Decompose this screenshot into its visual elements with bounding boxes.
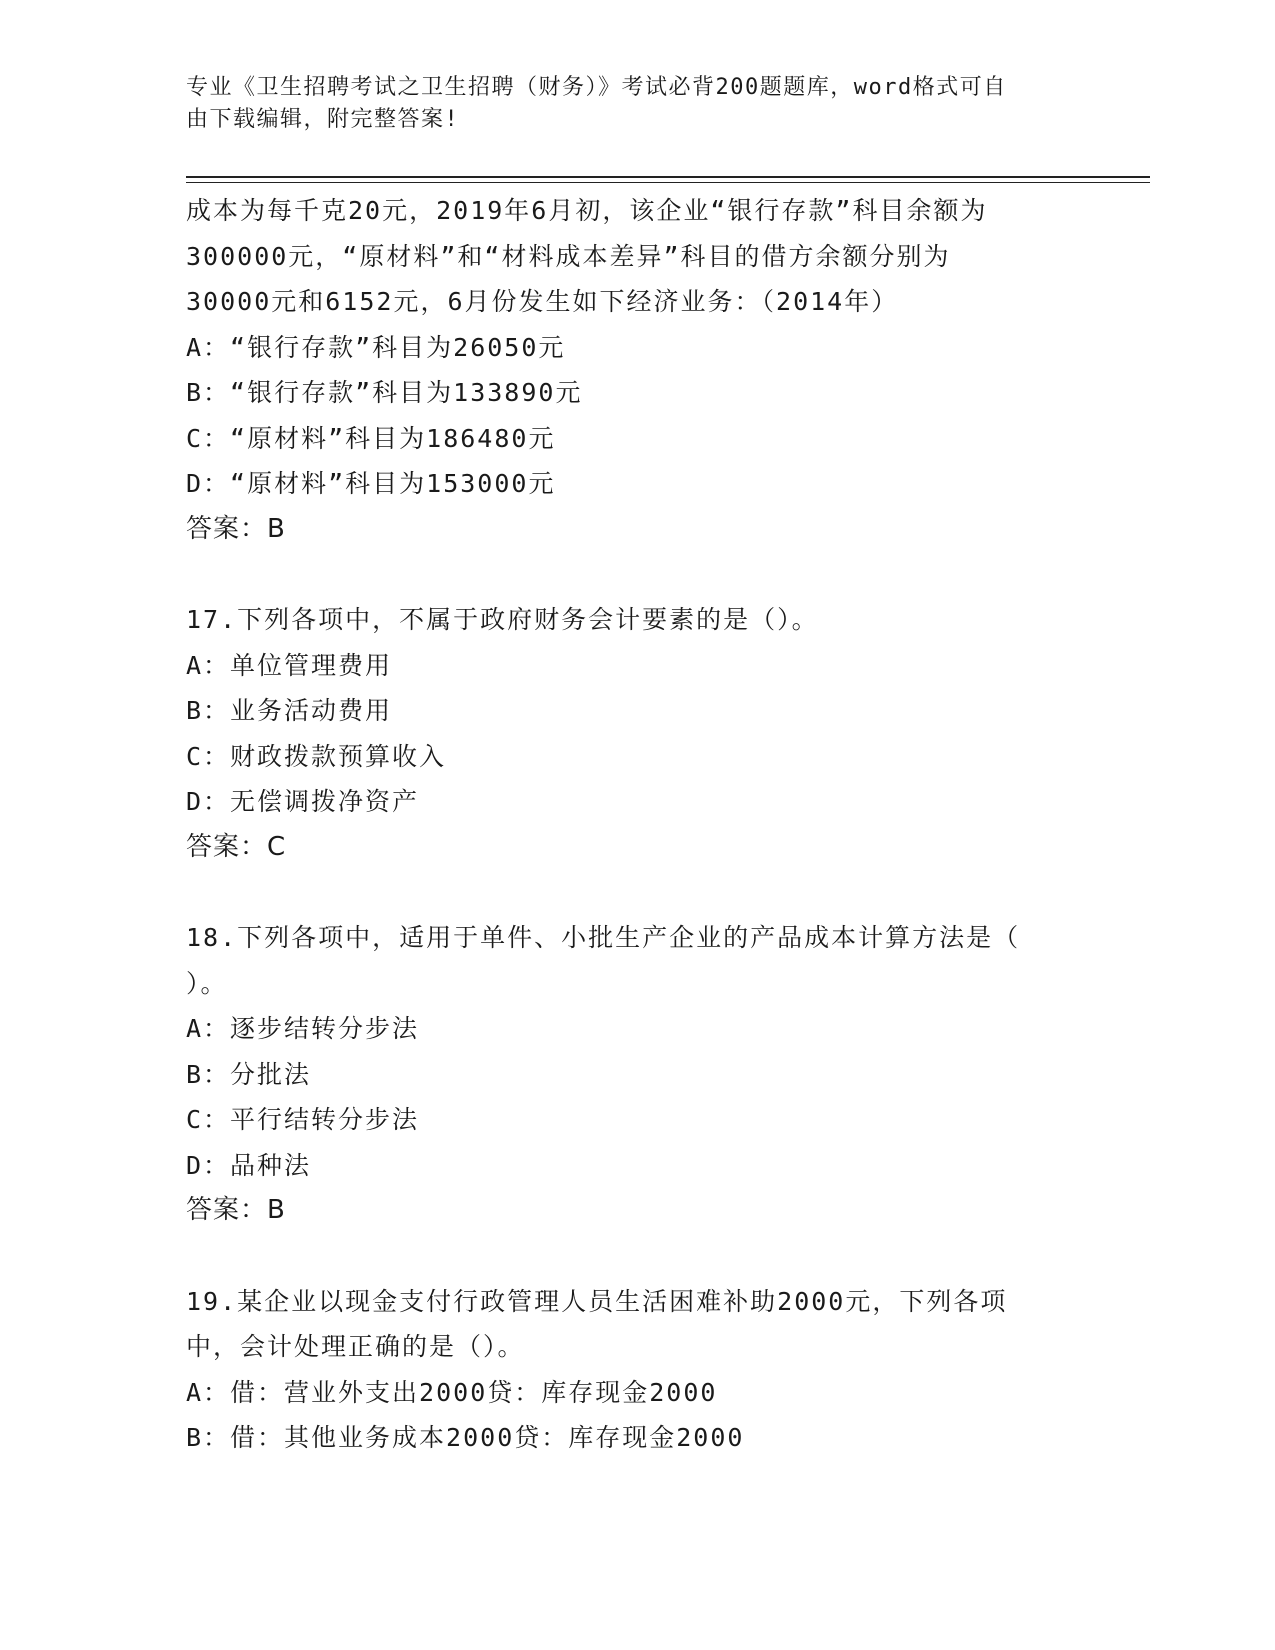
option-c: C：“原材料”科目为186480元 xyxy=(186,423,556,453)
option-b: B：“银行存款”科目为133890元 xyxy=(186,378,583,407)
option-b: B：业务活动费用 xyxy=(186,696,393,725)
header-divider-thick xyxy=(186,176,1150,178)
option-d: D：品种法 xyxy=(186,1150,312,1180)
question-stem-line: 18.下列各项中，适用于单件、小批生产企业的产品成本计算方法是（ xyxy=(186,923,1021,952)
option-a: A：逐步结转分步法 xyxy=(186,1014,420,1043)
header-line-1: 专业《卫生招聘考试之卫生招聘（财务）》考试必背200题题库，word格式可自 xyxy=(186,75,1007,100)
spacer xyxy=(186,1234,1086,1279)
question-16 xyxy=(186,188,1086,552)
answer-label: 答案：B xyxy=(186,1195,286,1225)
option-a: A：单位管理费用 xyxy=(186,650,393,680)
question-18 xyxy=(186,915,1086,1234)
option-c: C：财政拨款预算收入 xyxy=(186,741,447,771)
question-stem-line: ）。 xyxy=(186,968,228,998)
option-b: B：分批法 xyxy=(186,1059,312,1089)
question-19 xyxy=(186,1279,1086,1461)
spacer xyxy=(186,870,1086,915)
header-line-2: 由下载编辑，附完整答案! xyxy=(186,107,460,132)
option-a: A：“银行存款”科目为26050元 xyxy=(186,332,566,362)
question-stem-line: 19.某企业以现金支付行政管理人员生活困难补助2000元，下列各项 xyxy=(186,1286,1008,1316)
option-a: A：借：营业外支出2000贷：库存现金2000 xyxy=(186,1377,718,1407)
document-header xyxy=(186,72,1066,136)
question-list xyxy=(186,188,1086,1461)
question-stem-line: 30000元和6152元，6月份发生如下经济业务：（2014年） xyxy=(186,287,899,316)
question-17 xyxy=(186,597,1086,870)
question-stem-line: 成本为每千克20元，2019年6月初，该企业“银行存款”科目余额为 xyxy=(186,196,988,225)
option-b: B：借：其他业务成本2000贷：库存现金2000 xyxy=(186,1423,745,1452)
question-stem-line: 17.下列各项中，不属于政府财务会计要素的是（）。 xyxy=(186,605,819,634)
spacer xyxy=(186,552,1086,597)
question-stem-line: 中，会计处理正确的是（）。 xyxy=(186,1332,525,1361)
option-d: D：“原材料”科目为153000元 xyxy=(186,469,556,498)
header-divider-thin xyxy=(186,182,1150,183)
answer-label: 答案：B xyxy=(186,513,286,544)
option-d: D：无偿调拨净资产 xyxy=(186,787,420,816)
answer-label: 答案：C xyxy=(186,831,287,862)
option-c: C：平行结转分步法 xyxy=(186,1105,420,1134)
question-stem-line: 300000元，“原材料”和“材料成本差异”科目的借方余额分别为 xyxy=(186,241,951,271)
